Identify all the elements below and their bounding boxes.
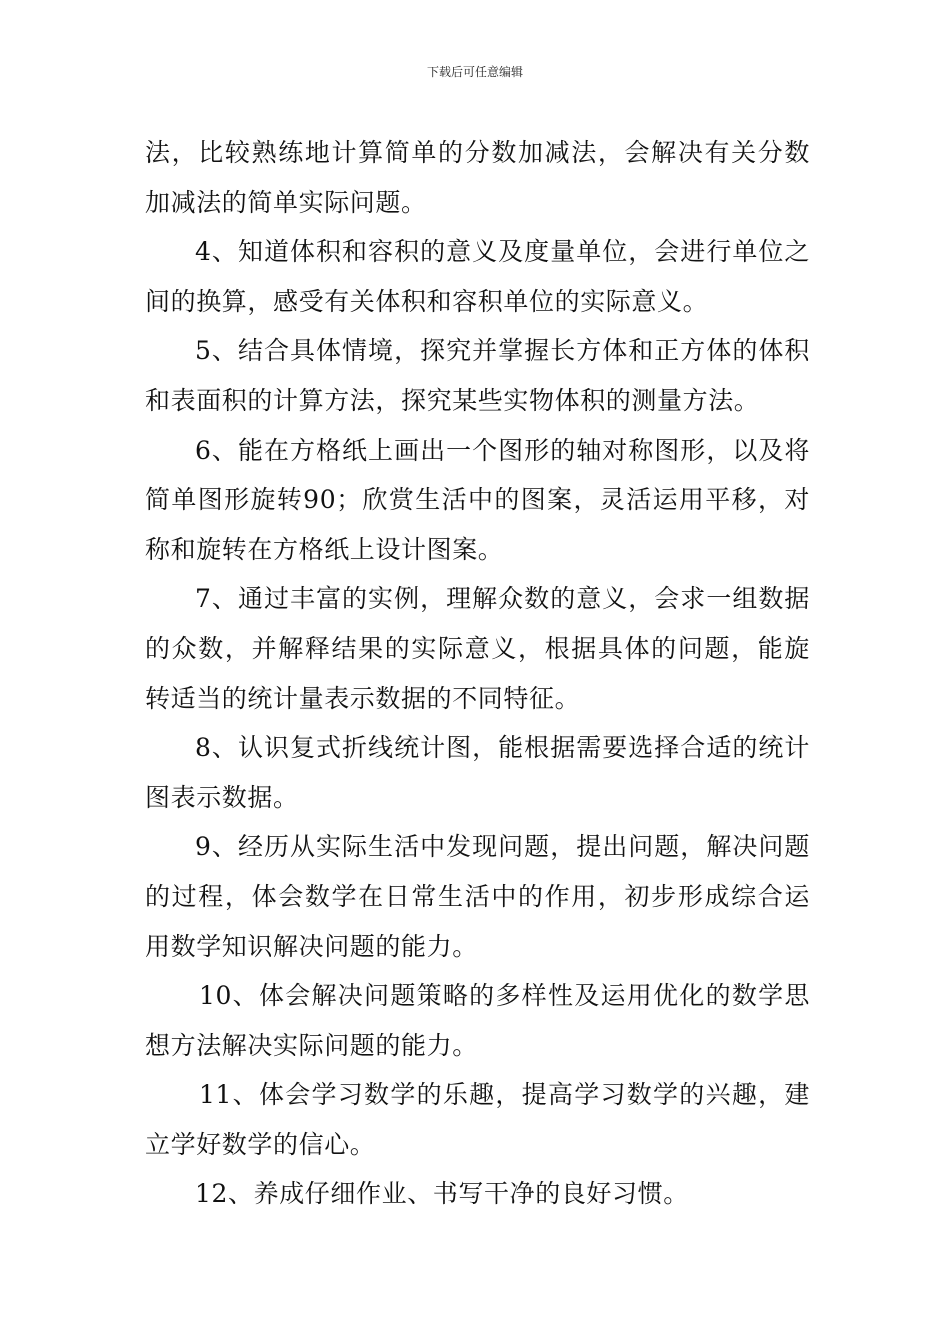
- paragraph-item-7: 7、通过丰富的实例，理解众数的意义，会求一组数据的众数，并解释结果的实际意义，根据具体的问题，能旋转适当的统计量表示数据的不同特征。: [145, 584, 810, 713]
- paragraph-item-11: 11、体会学习数学的乐趣，提高学习数学的兴趣，建立学好数学的信心。: [145, 1080, 810, 1159]
- paragraph-item-10: 10、体会解决问题策略的多样性及运用优化的数学思想方法解决实际问题的能力。: [145, 981, 810, 1060]
- paragraph-item-12: 12、养成仔细作业、书写干净的良好习惯。: [195, 1179, 689, 1209]
- paragraph-item-6: 6、能在方格纸上画出一个图形的轴对称图形，以及将简单图形旋转90；欣赏生活中的图案，灵活运用平移，对称和旋转在方格纸上设计图案。: [145, 435, 810, 564]
- page-header: 下载后可任意编辑: [426, 65, 523, 79]
- paragraph-item-4: 4、知道体积和容积的意义及度量单位，会进行单位之间的换算，感受有关体积和容积单位的实际意义。: [145, 237, 810, 316]
- paragraph-item-9: 9、经历从实际生活中发现问题，提出问题，解决问题的过程，体会数学在日常生活中的作用，初步形成综合运用数学知识解决问题的能力。: [145, 832, 810, 961]
- document-body: [145, 128, 810, 1219]
- paragraph-item-5: 5、结合具体情境，探究并掌握长方体和正方体的体积和表面积的计算方法，探究某些实物体积的测量方法。: [145, 336, 810, 415]
- paragraph-continued: 法，比较熟练地计算简单的分数加减法，会解决有关分数加减法的简单实际问题。: [145, 138, 810, 217]
- paragraph-item-8: 8、认识复式折线统计图，能根据需要选择合适的统计图表示数据。: [145, 733, 810, 812]
